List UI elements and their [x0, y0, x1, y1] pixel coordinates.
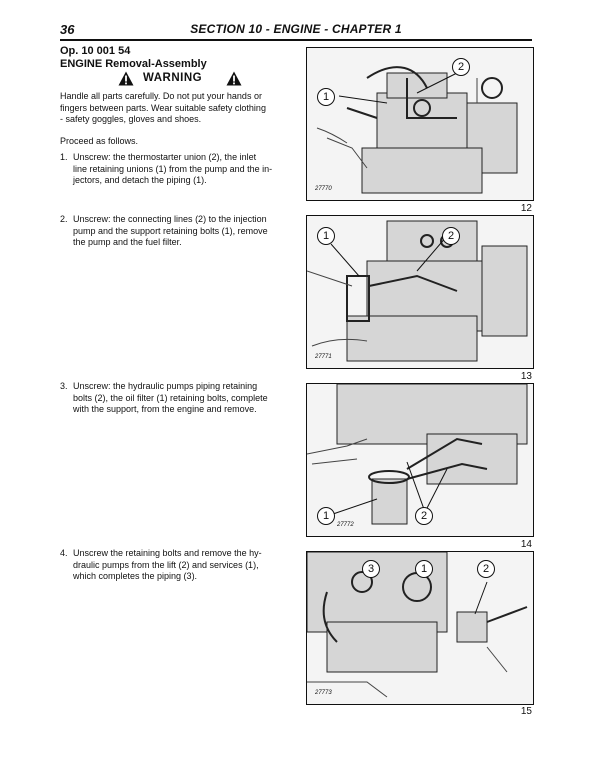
step-line: jectors, and detach the piping (1).	[73, 175, 207, 185]
step-line: the pump and the fuel filter.	[73, 237, 182, 247]
figure-13-injection-pump	[306, 215, 534, 369]
warning-triangle-icon	[226, 71, 242, 86]
warning-label: WARNING	[143, 72, 203, 84]
header-rule	[60, 39, 532, 41]
figure-15-hydraulic-pumps	[306, 551, 534, 705]
figure-code: 27770	[315, 186, 332, 192]
step-3	[60, 381, 285, 416]
step-line: with the support, from the engine and remove.	[73, 404, 257, 414]
step-number: 3.	[60, 381, 68, 391]
page-header	[60, 22, 532, 40]
step-line: pump and the support retaining bolts (1), remove	[73, 225, 268, 236]
figure-12-engine-injection-piping	[306, 47, 534, 201]
figure-code: 27771	[315, 354, 332, 360]
step-number: 2.	[60, 214, 68, 224]
figure-code: 27773	[315, 690, 332, 696]
page-number: 36	[60, 22, 75, 37]
step-2	[60, 214, 285, 249]
step-line: Unscrew: the thermostarter union (2), the inlet	[73, 152, 257, 162]
warning-line: Handle all parts carefully. Do not put your hands or	[60, 91, 262, 101]
callout-2: 2	[477, 560, 495, 578]
step-line: which completes the piping (3).	[73, 571, 198, 581]
step-line: Unscrew the retaining bolts and remove the hy-	[73, 548, 262, 558]
step-line: Unscrew: the hydraulic pumps piping retaining	[73, 381, 258, 391]
figure-number: 14	[520, 539, 532, 550]
callout-1: 1	[317, 227, 335, 245]
warning-triangle-icon	[118, 71, 134, 86]
warning-line: - safety goggles, gloves and shoes.	[60, 114, 202, 124]
callout-1: 1	[317, 507, 335, 525]
warning-banner	[118, 71, 242, 87]
callout-3: 3	[362, 560, 380, 578]
step-1	[60, 152, 285, 187]
step-number: 4.	[60, 548, 68, 558]
engine-illustration	[307, 48, 533, 200]
intro-text: Proceed as follows.	[60, 136, 139, 146]
section-title: SECTION 10 - ENGINE - CHAPTER 1	[190, 22, 402, 36]
step-line: bolts (2), the oil filter (1) retaining bolts, complete	[73, 392, 268, 403]
callout-1: 1	[415, 560, 433, 578]
step-number: 1.	[60, 152, 68, 162]
warning-text	[60, 91, 285, 126]
figure-number: 13	[520, 371, 532, 382]
callout-2: 2	[415, 507, 433, 525]
step-4	[60, 548, 285, 583]
step-line: draulic pumps from the lift (2) and services (1),	[73, 559, 259, 570]
engine-illustration	[307, 216, 533, 368]
callout-2: 2	[452, 58, 470, 76]
operation-code: Op. 10 001 54	[60, 45, 131, 57]
figure-number: 15	[520, 706, 532, 717]
step-line: Unscrew: the connecting lines (2) to the injection	[73, 214, 267, 224]
figure-number: 12	[520, 203, 532, 214]
callout-2: 2	[442, 227, 460, 245]
figure-14-oil-filter	[306, 383, 534, 537]
step-line: line retaining unions (1) from the pump and the in-	[73, 163, 273, 174]
callout-1: 1	[317, 88, 335, 106]
warning-line: fingers between parts. Wear suitable safety clothing	[60, 102, 266, 113]
operation-title: ENGINE Removal-Assembly	[60, 58, 207, 70]
operation-heading	[60, 45, 207, 71]
figure-code: 27772	[337, 522, 354, 528]
